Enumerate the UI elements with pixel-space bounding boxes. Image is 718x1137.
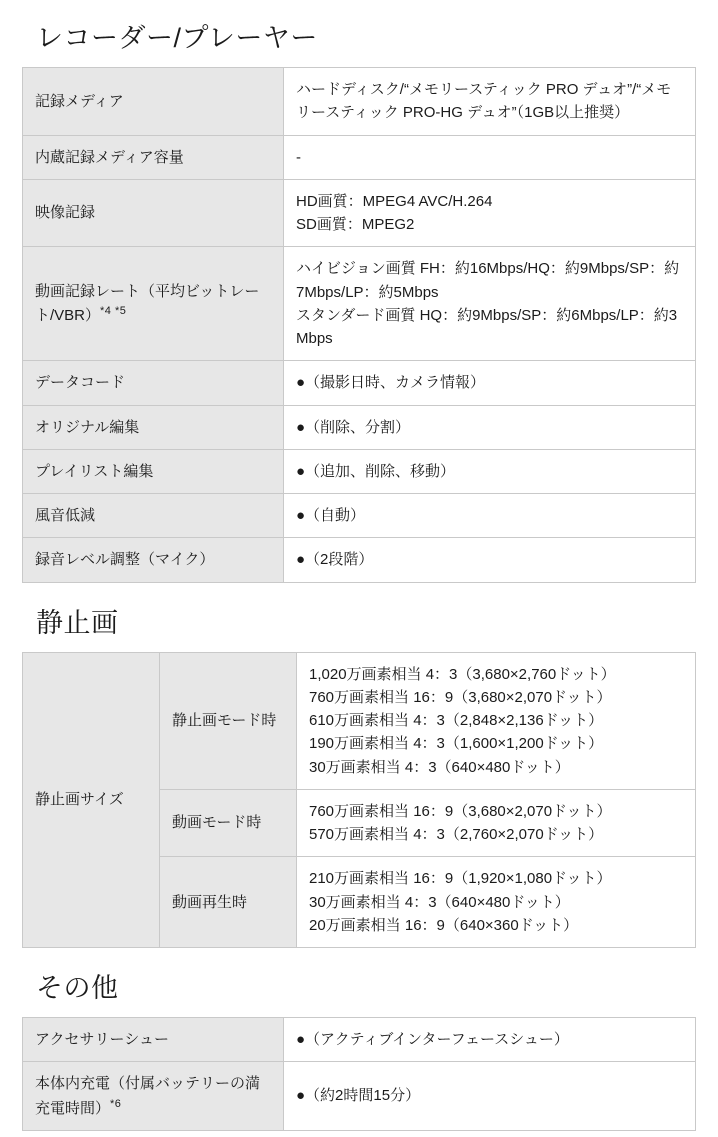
row-value: ●（2段階） [284, 538, 696, 582]
section-title-recorder-player: レコーダー/プレーヤー [36, 23, 318, 53]
row-value-line: 30万画素相当 4：3（640×480ドット） [309, 893, 570, 911]
row-sublabel: 静止画モード時 [160, 652, 297, 789]
row-value-line: 30万画素相当 4：3（640×480ドット） [309, 758, 570, 776]
table-row [23, 1062, 696, 1131]
section-title-still-image: 静止画 [36, 607, 119, 638]
row-label: 静止画サイズ [23, 652, 160, 948]
row-sublabel: 動画モード時 [160, 789, 297, 857]
row-value: ●（撮影日時、カメラ情報） [284, 361, 696, 405]
other-table [22, 1017, 696, 1131]
table-row [23, 449, 696, 493]
table-row [23, 538, 696, 582]
section-title-other: その他 [36, 973, 119, 1003]
row-label: アクセサリーシュー [23, 1018, 284, 1062]
row-value-line: スタンダード画質 HQ：約9Mbps/SP：約6Mbps/LP：約3Mbps [296, 306, 678, 347]
row-label: プレイリスト編集 [23, 449, 284, 493]
row-value [284, 179, 696, 247]
row-value: ●（削除、分割） [284, 405, 696, 449]
row-value-line: 1,020万画素相当 4：3（3,680×2,760ドット） [309, 665, 616, 683]
row-value-line: 760万画素相当 16：9（3,680×2,070ドット） [309, 802, 612, 820]
row-value: ●（アクティブインターフェースシュー） [284, 1018, 696, 1062]
row-value-line: 190万画素相当 4：3（1,600×1,200ドット） [309, 735, 604, 753]
footnote-marker: *6 [110, 1097, 122, 1110]
table-row [23, 247, 696, 361]
row-value-line: HD画質：MPEG4 AVC/H.264 [296, 192, 493, 210]
row-label: 記録メディア [23, 68, 284, 136]
recorder-player-table [22, 67, 696, 583]
table-row [23, 494, 696, 538]
row-value [297, 652, 696, 789]
table-row [23, 179, 696, 247]
row-value-line: 610万画素相当 4：3（2,848×2,136ドット） [309, 712, 604, 729]
row-value-line: ハイビジョン画質 FH：約16Mbps/HQ：約9Mbps/SP：約7Mbps/LP：約5Mbps [296, 260, 680, 301]
row-sublabel: 動画再生時 [160, 857, 297, 948]
row-label: 風音低減 [23, 494, 284, 538]
row-value: ●（約2時間15分） [284, 1062, 696, 1131]
row-label: 映像記録 [23, 179, 284, 247]
row-value [284, 247, 696, 361]
spec-page [0, 16, 718, 1131]
row-label-text: 本体内充電（付属バッテリーの満充電時間） [35, 1075, 261, 1117]
row-value-line: 210万画素相当 16：9（1,920×1,080ドット） [309, 870, 612, 888]
table-row [23, 652, 696, 789]
row-label: 録音レベル調整（マイク） [23, 538, 284, 582]
row-label [23, 1062, 284, 1131]
row-value-line: SD画質：MPEG2 [296, 216, 415, 233]
row-value-line: 570万画素相当 4：3（2,760×2,070ドット） [309, 826, 604, 843]
row-value [297, 857, 696, 948]
table-row [23, 68, 696, 136]
row-value-line: 760万画素相当 16：9（3,680×2,070ドット） [309, 688, 612, 706]
table-row [23, 1018, 696, 1062]
table-row [23, 135, 696, 179]
row-value: - [284, 135, 696, 179]
row-value: ●（追加、削除、移動） [284, 449, 696, 493]
row-label-text: 動画記録レート（平均ビットレート/VBR） [35, 283, 260, 325]
row-label [23, 247, 284, 361]
row-label: データコード [23, 361, 284, 405]
row-value-line: 20万画素相当 16：9（640×360ドット） [309, 916, 579, 934]
row-label: 内蔵記録メディア容量 [23, 135, 284, 179]
row-value [297, 789, 696, 857]
row-value: ハードディスク/“メモリースティック PRO デュオ”/“メモリースティック PRO-HG デュオ”（1GB以上推奨） [284, 68, 696, 136]
footnote-marker: *4 *5 [100, 305, 127, 318]
still-image-table [22, 652, 696, 949]
row-value: ●（自動） [284, 494, 696, 538]
table-row [23, 361, 696, 405]
row-label: オリジナル編集 [23, 405, 284, 449]
table-row [23, 405, 696, 449]
